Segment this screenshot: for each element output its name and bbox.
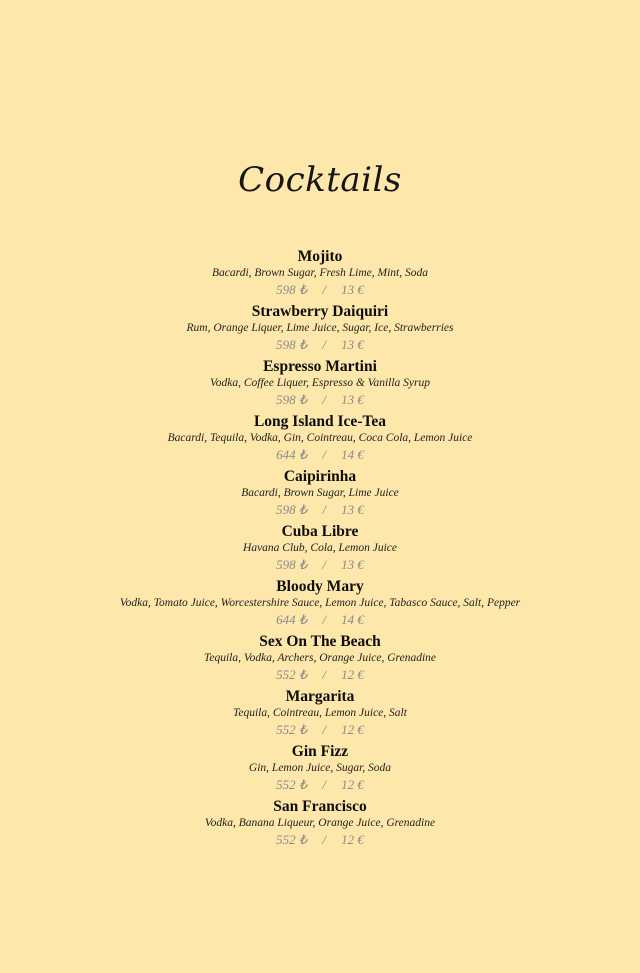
price-local: 552 ₺ bbox=[276, 667, 308, 682]
price-eur: 14 € bbox=[341, 612, 364, 627]
item-price bbox=[0, 501, 640, 519]
item-price bbox=[0, 831, 640, 849]
item-price bbox=[0, 721, 640, 739]
price-eur: 13 € bbox=[341, 392, 364, 407]
menu-item bbox=[0, 522, 640, 577]
item-price bbox=[0, 391, 640, 409]
item-price bbox=[0, 336, 640, 354]
price-separator: / bbox=[322, 337, 326, 352]
item-name: Long Island Ice-Tea bbox=[253, 413, 387, 430]
price-eur: 13 € bbox=[341, 337, 364, 352]
menu-item bbox=[0, 412, 640, 467]
price-separator: / bbox=[322, 832, 326, 847]
price-separator: / bbox=[322, 667, 326, 682]
price-separator: / bbox=[322, 722, 326, 737]
price-eur: 14 € bbox=[341, 447, 364, 462]
item-price bbox=[0, 666, 640, 684]
item-price bbox=[0, 776, 640, 794]
menu-item bbox=[0, 357, 640, 412]
price-local: 552 ₺ bbox=[276, 777, 308, 792]
price-local: 598 ₺ bbox=[276, 502, 308, 517]
item-name: Margarita bbox=[285, 688, 355, 705]
item-price bbox=[0, 611, 640, 629]
price-local: 552 ₺ bbox=[276, 832, 308, 847]
item-ingredients: Bacardi, Brown Sugar, Lime Juice bbox=[241, 487, 399, 499]
item-name: Cuba Libre bbox=[281, 523, 359, 540]
price-eur: 13 € bbox=[341, 282, 364, 297]
item-ingredients: Tequila, Vodka, Archers, Orange Juice, Grenadine bbox=[204, 652, 436, 664]
price-separator: / bbox=[322, 557, 326, 572]
price-separator: / bbox=[322, 502, 326, 517]
price-separator: / bbox=[322, 392, 326, 407]
price-separator: / bbox=[322, 282, 326, 297]
item-ingredients: Rum, Orange Liquer, Lime Juice, Sugar, Ice, Strawberries bbox=[186, 322, 454, 334]
menu-item bbox=[0, 247, 640, 302]
price-eur: 12 € bbox=[341, 777, 364, 792]
item-price bbox=[0, 446, 640, 464]
item-price bbox=[0, 281, 640, 299]
item-name: Mojito bbox=[297, 248, 343, 265]
menu-item bbox=[0, 687, 640, 742]
price-local: 644 ₺ bbox=[276, 447, 308, 462]
price-local: 552 ₺ bbox=[276, 722, 308, 737]
item-ingredients: Gin, Lemon Juice, Sugar, Soda bbox=[248, 762, 392, 774]
price-separator: / bbox=[322, 612, 326, 627]
item-name: San Francisco bbox=[273, 798, 367, 815]
item-name: Strawberry Daiquiri bbox=[251, 303, 389, 320]
item-name: Bloody Mary bbox=[276, 578, 364, 595]
price-eur: 12 € bbox=[341, 722, 364, 737]
menu-item bbox=[0, 797, 640, 852]
item-ingredients: Bacardi, Tequila, Vodka, Gin, Cointreau, Coca Cola, Lemon Juice bbox=[167, 432, 473, 444]
item-ingredients: Vodka, Banana Liqueur, Orange Juice, Grenadine bbox=[204, 817, 436, 829]
menu-item bbox=[0, 467, 640, 522]
menu-item bbox=[0, 632, 640, 687]
price-local: 644 ₺ bbox=[276, 612, 308, 627]
menu-item bbox=[0, 742, 640, 797]
item-ingredients: Tequila, Cointreau, Lemon Juice, Salt bbox=[233, 707, 407, 719]
price-separator: / bbox=[322, 777, 326, 792]
item-ingredients: Bacardi, Brown Sugar, Fresh Lime, Mint, Soda bbox=[212, 267, 428, 279]
item-ingredients: Vodka, Coffee Liquer, Espresso & Vanilla Syrup bbox=[210, 377, 430, 389]
item-name: Sex On The Beach bbox=[259, 633, 381, 650]
item-ingredients: Havana Club, Cola, Lemon Juice bbox=[243, 542, 397, 554]
menu-item bbox=[0, 577, 640, 632]
item-name: Espresso Martini bbox=[263, 358, 377, 375]
item-price bbox=[0, 556, 640, 574]
price-local: 598 ₺ bbox=[276, 557, 308, 572]
price-eur: 12 € bbox=[341, 667, 364, 682]
page-title: Cocktails bbox=[238, 160, 402, 200]
price-eur: 13 € bbox=[341, 557, 364, 572]
price-eur: 13 € bbox=[341, 502, 364, 517]
price-eur: 12 € bbox=[341, 832, 364, 847]
cocktail-list bbox=[0, 247, 640, 852]
menu-item bbox=[0, 302, 640, 357]
price-local: 598 ₺ bbox=[276, 282, 308, 297]
item-name: Gin Fizz bbox=[291, 743, 349, 760]
price-separator: / bbox=[322, 447, 326, 462]
price-local: 598 ₺ bbox=[276, 337, 308, 352]
price-local: 598 ₺ bbox=[276, 392, 308, 407]
item-ingredients: Vodka, Tomato Juice, Worcestershire Sauce, Lemon Juice, Tabasco Sauce, Salt, Pepper bbox=[119, 597, 521, 609]
item-name: Caipirinha bbox=[283, 468, 357, 485]
